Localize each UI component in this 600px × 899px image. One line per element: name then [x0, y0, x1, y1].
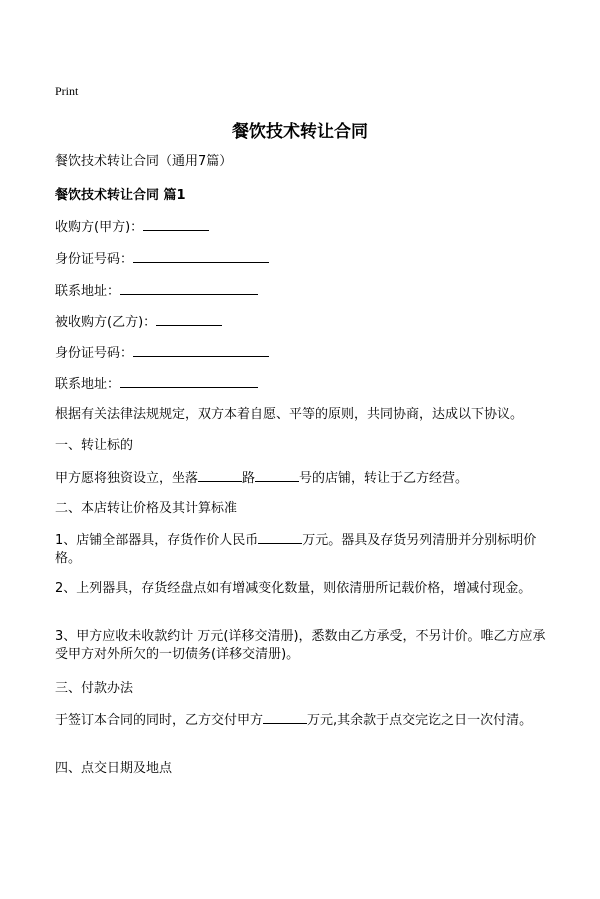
buyer-id-blank: [133, 250, 269, 263]
document-subtitle: 餐饮技术转让合同（通用7篇）: [55, 154, 233, 169]
seller-blank: [156, 313, 222, 326]
s2-item1-text-a: 1、店铺全部器具，存货作价人民币: [55, 533, 259, 548]
buyer-address-label: 联系地址：: [55, 284, 121, 299]
seller-id-blank: [133, 344, 269, 357]
section-heading: 餐饮技术转让合同 篇1: [55, 188, 186, 203]
s1-text-b: 路: [242, 471, 256, 486]
seller-address-blank: [120, 375, 258, 388]
buyer-id-label: 身份证号码：: [55, 252, 134, 267]
buyer-id-field: [55, 250, 269, 268]
buyer-address-field: [55, 282, 258, 300]
s1-blank-1: [198, 469, 242, 482]
section-2-item-3: 3、甲方应收未收款约计 万元(详移交清册)，悉数由乙方承受，不另计价。唯乙方应承受甲方对外所欠的一切债务(详移交清册)。: [55, 629, 546, 662]
seller-address-label: 联系地址：: [55, 377, 121, 392]
buyer-field: [55, 218, 209, 236]
section-2-item-2: 2、上列器具，存货经盘点如有增减变化数量，则依清册所记载价格，增减付现金。: [55, 581, 532, 596]
section-1-title: 一、转让标的: [55, 438, 134, 453]
s3-blank: [263, 711, 307, 724]
print-label[interactable]: Print: [55, 84, 79, 98]
section-4-title: 四、点交日期及地点: [55, 761, 173, 776]
seller-label: 被收购方(乙方)：: [55, 315, 157, 330]
seller-field: [55, 313, 222, 331]
section-3-title: 三、付款办法: [55, 681, 134, 696]
seller-address-field: [55, 375, 258, 393]
document-title: 餐饮技术转让合同: [232, 122, 368, 142]
s1-text-a: 甲方愿将独资设立，坐落: [55, 471, 199, 486]
section-2-item-1: [55, 531, 555, 568]
seller-id-field: [55, 344, 269, 362]
buyer-address-blank: [120, 282, 258, 295]
buyer-label: 收购方(甲方)：: [55, 220, 144, 235]
seller-id-label: 身份证号码：: [55, 346, 134, 361]
intro-paragraph: 根据有关法律法规规定，双方本着自愿、平等的原则，共同协商，达成以下协议。: [55, 407, 524, 422]
s2-item1-blank: [258, 531, 302, 544]
section-2-title: 二、本店转让价格及其计算标准: [55, 501, 238, 516]
s1-text-c: 号的店铺，转让于乙方经营。: [299, 471, 469, 486]
section-3-paragraph: [55, 711, 555, 730]
s2-item1-text-b: 万元。器具及存货另列清册并分别标明价格。: [55, 533, 537, 566]
s3-text-b: 万元,其余款于点交完讫之日一次付清。: [307, 713, 533, 728]
s1-blank-2: [255, 469, 299, 482]
buyer-blank: [143, 218, 209, 231]
section-1-paragraph: [55, 469, 468, 487]
s3-text-a: 于签订本合同的同时，乙方交付甲方: [55, 713, 264, 728]
